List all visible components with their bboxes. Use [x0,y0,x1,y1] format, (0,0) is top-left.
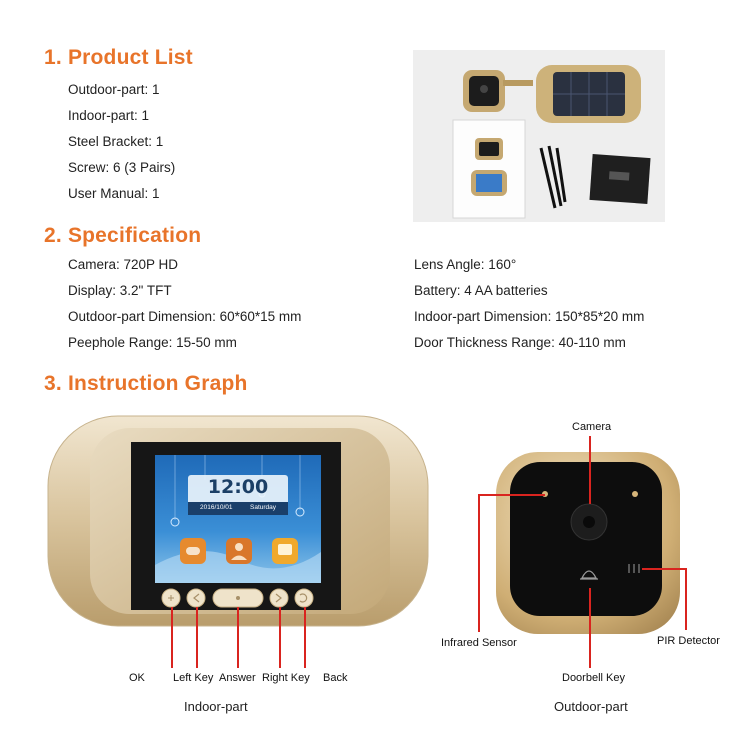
product-list-heading: 1. Product List [44,46,193,69]
product-list-item: Indoor-part: 1 [68,108,150,123]
spec-item: Camera: 720P HD [68,257,179,272]
spec-item: Indoor-part Dimension: 150*85*20 mm [414,309,645,324]
callout-line [589,436,591,504]
callout-line [304,607,306,668]
spec-item: Lens Angle: 160° [414,257,517,272]
screen-weekday: Saturday [250,504,277,511]
callout-line [478,494,480,632]
callout-line [279,607,281,668]
callout-line [478,494,545,496]
instruction-heading: 3. Instruction Graph [44,372,248,395]
label-ok: OK [129,672,145,684]
indoor-caption: Indoor-part [184,699,248,714]
callout-line [171,607,173,668]
callout-line [589,588,591,668]
screen-date: 2016/10/01 [200,504,233,511]
spec-item: Outdoor-part Dimension: 60*60*15 mm [68,309,302,324]
label-right-key: Right Key [262,672,310,684]
product-list-item: Steel Bracket: 1 [68,134,164,149]
callout-line [237,607,239,668]
spec-item: Display: 3.2" TFT [68,283,172,298]
specification-heading: 2. Specification [44,224,202,247]
label-left-key: Left Key [173,672,214,684]
spec-item: Peephole Range: 15-50 mm [68,335,237,350]
callout-line [196,607,198,668]
callout-line [685,568,687,630]
label-infrared-sensor: Infrared Sensor [441,637,517,649]
screen-clock: 12:00 [207,476,269,498]
label-back: Back [323,672,348,684]
product-list-item: User Manual: 1 [68,186,160,201]
outdoor-caption: Outdoor-part [554,699,628,714]
label-answer: Answer [219,672,256,684]
callout-line [642,568,686,570]
spec-item: Battery: 4 AA batteries [414,283,548,298]
label-doorbell-key: Doorbell Key [562,672,625,684]
product-list-item: Screw: 6 (3 Pairs) [68,160,176,175]
label-pir-detector: PIR Detector [657,635,720,647]
product-list-item: Outdoor-part: 1 [68,82,160,97]
spec-item: Door Thickness Range: 40-110 mm [414,335,626,350]
label-camera: Camera [572,421,612,433]
